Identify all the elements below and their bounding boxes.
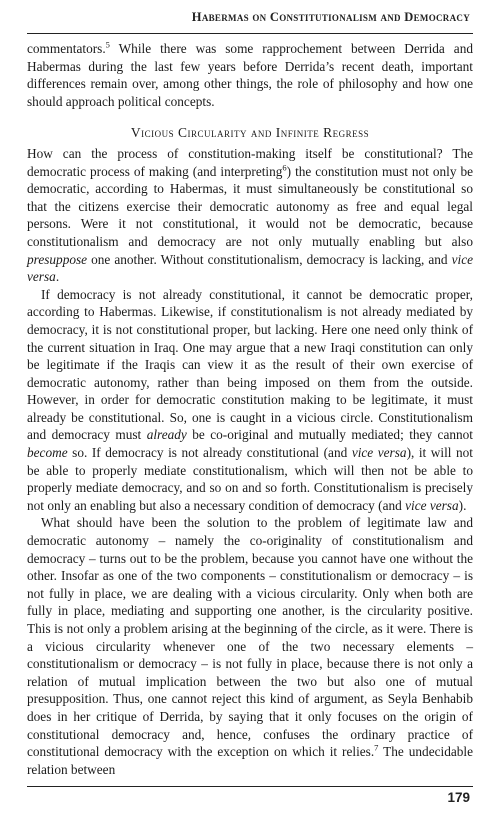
text-run: . bbox=[55, 269, 60, 285]
text-run: ). bbox=[458, 497, 467, 513]
emphasis: vice versa bbox=[27, 251, 473, 285]
body-text bbox=[27, 40, 473, 778]
footnote-ref: 5 bbox=[105, 39, 110, 50]
paragraph-continued bbox=[27, 40, 473, 110]
running-head: Habermas on Constitutionalism and Democracy bbox=[191, 10, 470, 24]
text-run: What should have been the solution to the problem of legitimate law and democratic autonomy – namely the co-originality of constitutionalism and democracy – turns out to be the problem, because you cannot have one without the other. Insofar as one of the two components – constitutionalism or democracy – is not fully in place, we are dealing with a vicious circularity. Only when both are fully in place, mediating and supporting one another, is the circularity positive. This is not only a problem arising at the beginning of the circle, as it were. There is a vicious circularity whenever one of the two necessary elements – constitutionalism or democracy – is not fully in place, because there is not only a relation of mutual implication between the two but also one of mutual presupposition. Thus, one cannot reject this kind of argument, as Seyla Benhabib does in her critique of Derrida, by saying that it only focuses on the origin of constitutional democracy and, hence, confuses the ordinary practice of constitutional democracy with the exception on which it relies. bbox=[27, 515, 473, 760]
emphasis: presuppose bbox=[27, 251, 88, 267]
text-run: be co-original and mutually mediated; they cannot bbox=[186, 427, 473, 443]
text-run: commentators. bbox=[27, 41, 106, 56]
paragraph bbox=[27, 514, 473, 778]
footer-rule bbox=[27, 786, 473, 787]
section-heading: Vicious Circularity and Infinite Regress bbox=[130, 125, 370, 141]
footnote-ref: 7 bbox=[374, 742, 379, 753]
text-run: ), it will not be able to properly mediate constitutionalism, which will then not be able to properly mediate democracy, and so on and so forth. Constitutionalism is precisely not only an enabling but also a necessary condition of democracy (and bbox=[27, 445, 474, 513]
page-number: 179 bbox=[447, 790, 470, 805]
emphasis: already bbox=[146, 427, 187, 443]
text-run: one another. Without constitutionalism, democracy is lacking, and bbox=[87, 251, 452, 267]
emphasis: vice versa bbox=[405, 497, 459, 513]
text-run: While there was some rapprochement between Derrida and Habermas during the last few years before Derrida’s recent death, important differences remain over, among other things, the role of philosophy and how one should approach political concepts. bbox=[27, 41, 473, 109]
text-run: The undecidable relation between bbox=[27, 744, 473, 777]
emphasis: become bbox=[27, 445, 68, 461]
text-run: ) the constitution must not only be democratic, according to Habermas, it must simultaneously be constitutional so that the citizens exercise their democratic autonomy as free and equal legal persons. Were it not constitutional, it would not be democratic, because constitutionalism and democracy are not only mutually enabling but also bbox=[27, 163, 473, 249]
header-rule bbox=[27, 33, 473, 34]
text-run: If democracy is not already constitutional, it cannot be democratic proper, according to Habermas. Likewise, if constitutionalism is not already mediated by democracy, it is not constitutional proper, but lacking. Here one need only think of the current situation in Iraq. One may argue that a new Iraqi constitution can only be legitimate if the Iraqis can view it as the result of their own exercise of democratic autonomy, rather than being imposed on them from the outside. However, in order for democratic constitution making to be legitimate, it must already be constitutional. So, one is caught in a vicious circle. Constitutionalism and democracy must bbox=[27, 286, 473, 443]
text-run: How can the process of constitution-making itself be constitutional? The democratic process of making (and interpreting bbox=[27, 145, 473, 179]
text-run: so. If democracy is not already constitutional (and bbox=[67, 445, 352, 461]
emphasis: vice versa bbox=[351, 445, 407, 461]
paragraph bbox=[27, 145, 473, 286]
paragraph bbox=[27, 286, 473, 515]
footnote-ref: 6 bbox=[282, 162, 287, 173]
